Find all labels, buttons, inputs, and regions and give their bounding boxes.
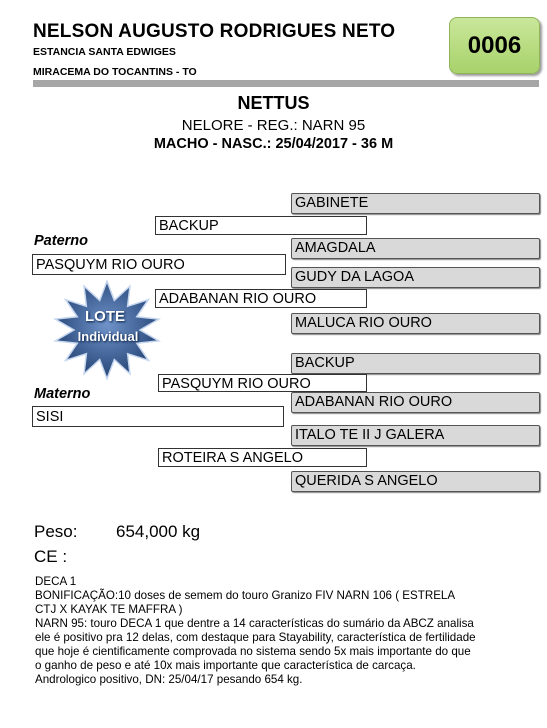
header-divider xyxy=(33,80,539,87)
note-line: ele é positivo pra 12 delas, com destaque para Stayability, característica de fertilidade xyxy=(35,631,476,644)
ce-label: CE : xyxy=(34,547,68,566)
pedigree-gen3-4: MALUCA RIO OURO xyxy=(291,313,540,334)
animal-notes xyxy=(35,575,540,687)
pedigree-sire-sire: BACKUP xyxy=(155,216,367,235)
note-line: DECA 1 xyxy=(35,575,77,588)
paternal-label: Paterno xyxy=(34,233,88,249)
farm-location: MIRACEMA DO TOCANTINS - TO xyxy=(33,66,197,78)
note-line: o ganho de peso e até 10x mais importante que característica de carcaça. xyxy=(35,659,416,672)
pedigree-gen3-6: ADABANAN RIO OURO xyxy=(291,392,540,413)
animal-name: NETTUS xyxy=(237,93,310,113)
lot-number-badge: 0006 xyxy=(449,17,540,74)
pedigree-dam: SISI xyxy=(32,406,284,427)
pedigree-gen3-5: BACKUP xyxy=(291,353,540,374)
animal-sex-birth: MACHO - NASC.: 25/04/2017 - 36 M xyxy=(153,136,394,152)
note-line: Andrologico positivo, DN: 25/04/17 pesando 654 kg. xyxy=(35,673,303,686)
pedigree-gen3-3: GUDY DA LAGOA xyxy=(291,267,540,288)
animal-breed-registration: NELORE - REG.: NARN 95 xyxy=(181,117,366,134)
note-line: CTJ X KAYAK TE MAFFRA ) xyxy=(35,603,183,616)
lote-individual-starburst xyxy=(45,276,175,386)
note-line: que hoje é cientificamente comprovada no sistema sendo 5x mais importante do que xyxy=(35,645,471,658)
pedigree-sire-dam: ADABANAN RIO OURO xyxy=(155,289,367,308)
note-line: NARN 95: touro DECA 1 que dentre a 14 características do sumário da ABCZ analisa xyxy=(35,617,474,630)
maternal-label: Materno xyxy=(34,386,91,402)
pedigree-sire: PASQUYM RIO OURO xyxy=(32,254,286,275)
lote-label: LOTE xyxy=(85,308,125,325)
pedigree-gen3-8: QUERIDA S ANGELO xyxy=(291,471,540,492)
pedigree-gen3-1: GABINETE xyxy=(291,193,540,214)
owner-name: NELSON AUGUSTO RODRIGUES NETO xyxy=(33,21,396,42)
farm-name: ESTANCIA SANTA EDWIGES xyxy=(33,46,176,58)
pedigree-gen3-7: ITALO TE II J GALERA xyxy=(291,425,540,446)
note-line: BONIFICAÇÃO:10 doses de semem do touro Granizo FIV NARN 106 ( ESTRELA xyxy=(35,589,456,602)
weight-value: 654,000 kg xyxy=(116,522,201,541)
pedigree-dam-dam: ROTEIRA S ANGELO xyxy=(158,448,367,467)
individual-label: Individual xyxy=(77,329,139,344)
pedigree-gen3-2: AMAGDALA xyxy=(291,238,540,259)
weight-label: Peso: xyxy=(34,522,78,541)
pedigree-dam-sire: PASQUYM RIO OURO xyxy=(158,374,367,392)
